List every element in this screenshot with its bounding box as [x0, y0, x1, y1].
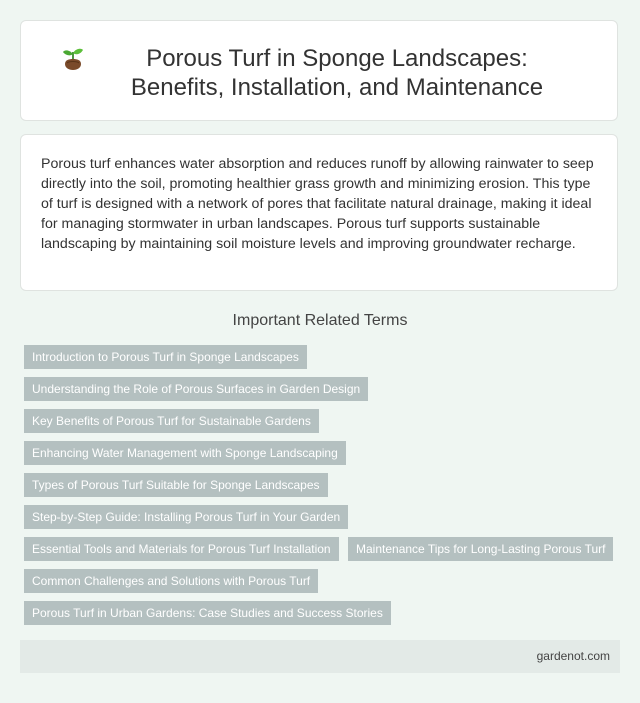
title-card [20, 20, 618, 121]
description-card [20, 134, 618, 291]
related-term-tag[interactable]: Understanding the Role of Porous Surfaces in Garden Design [24, 377, 368, 401]
related-term-tag[interactable]: Introduction to Porous Turf in Sponge Landscapes [24, 345, 307, 369]
related-terms-heading: Important Related Terms [232, 312, 408, 329]
title-row [21, 44, 617, 102]
related-term-tag[interactable]: Essential Tools and Materials for Porous Turf Installation [24, 537, 339, 561]
related-term-tag[interactable]: Maintenance Tips for Long-Lasting Porous Turf [348, 537, 613, 561]
related-term-tag[interactable]: Common Challenges and Solutions with Porous Turf [24, 569, 318, 593]
related-term-tag[interactable]: Porous Turf in Urban Gardens: Case Studies and Success Stories [24, 601, 391, 625]
related-term-tag[interactable]: Types of Porous Turf Suitable for Sponge Landscapes [24, 473, 328, 497]
related-term-tag[interactable]: Enhancing Water Management with Sponge Landscaping [24, 441, 346, 465]
related-term-tag[interactable]: Key Benefits of Porous Turf for Sustainable Gardens [24, 409, 319, 433]
seedling-icon [61, 46, 85, 72]
footer [20, 640, 620, 673]
page-title: Porous Turf in Sponge Landscapes: Benefits, Installation, and Maintenance [130, 45, 544, 101]
footer-site-link[interactable]: gardenot.com [536, 649, 610, 663]
description-text: Porous turf enhances water absorption and reduces runoff by allowing rainwater to seep directly into the soil, promoting healthier grass growth and minimizing erosion. This type of turf is designed with a network of pores that facilitate natural drainage, making it ideal for managing stormwater in urban landscapes. Porous turf supports sustainable landscaping by maintaining soil moisture levels and improving groundwater recharge. [41, 156, 594, 252]
related-term-tag[interactable]: Step-by-Step Guide: Installing Porous Turf in Your Garden [24, 505, 348, 529]
